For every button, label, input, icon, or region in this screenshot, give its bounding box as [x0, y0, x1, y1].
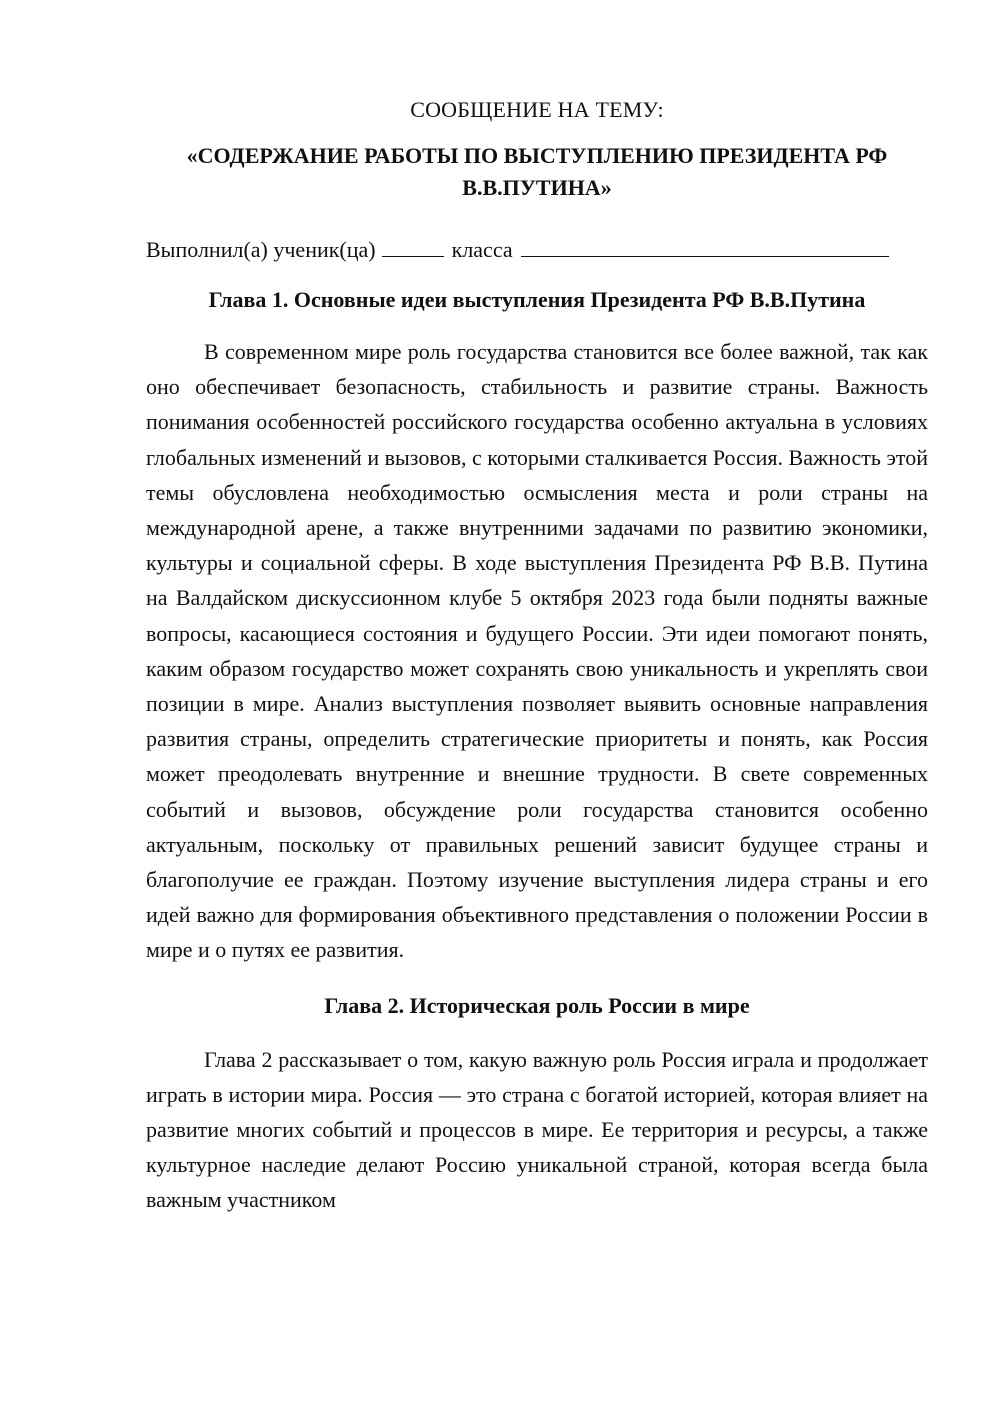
document-page	[146, 92, 928, 1218]
author-prefix: Выполнил(а) ученик(ца)	[146, 237, 376, 262]
class-number-blank	[382, 236, 444, 257]
class-word: класса	[451, 237, 513, 262]
chapter-1-paragraph: В современном мире роль государства становится все более важной, так как оно обеспечивает безопасность, стабильность и развитие страны. Важность понимания особенностей российского государства особенно актуальна в условиях глобальных изменений и вызовов, с которыми сталкивается Россия. Важность этой темы обусловлена необходимостью осмысления места и роли страны на международной арене, а также внутренними задачами по развитию экономики, культуры и социальной сферы. В ходе выступления Президента РФ В.В. Путина на Валдайском дискуссионном клубе 5 октября 2023 года были подняты важные вопросы, касающиеся состояния и будущего России. Эти идеи помогают понять, каким образом государство может сохранять свою уникальность и укреплять свои позиции в мире. Анализ выступления позволяет выявить основные направления развития страны, определить стратегические приоритеты и понять, как Россия может преодолевать внутренние и внешние трудности. В свете современных событий и вызовов, обсуждение роли государства становится особенно актуальным, поскольку от правильных решений зависит будущее страны и благополучие ее граждан. Поэтому изучение выступления лидера страны и его идей важно для формирования объективного представления о положении России в мире и о путях ее развития.	[146, 339, 928, 963]
student-name-blank	[521, 236, 889, 257]
topic-heading: СООБЩЕНИЕ НА ТЕМУ:	[410, 97, 664, 122]
document-title: «СОДЕРЖАНИЕ РАБОТЫ ПО ВЫСТУПЛЕНИЮ ПРЕЗИДЕНТА РФ В.В.ПУТИНА»	[186, 143, 888, 200]
chapter-1-heading: Глава 1. Основные идеи выступления Президента РФ В.В.Путина	[208, 287, 866, 312]
author-line	[146, 234, 928, 266]
chapter-2-paragraph: Глава 2 рассказывает о том, какую важную роль Россия играла и продолжает играть в истории мира. Россия — это страна с богатой историей, которая влияет на развитие многих событий и процессов в мире. Ее территория и ресурсы, а также культурное наследие делают Россию уникальной страной, которая всегда была важным участником	[146, 1046, 928, 1213]
chapter-2-heading: Глава 2. Историческая роль России в мире	[324, 992, 750, 1018]
